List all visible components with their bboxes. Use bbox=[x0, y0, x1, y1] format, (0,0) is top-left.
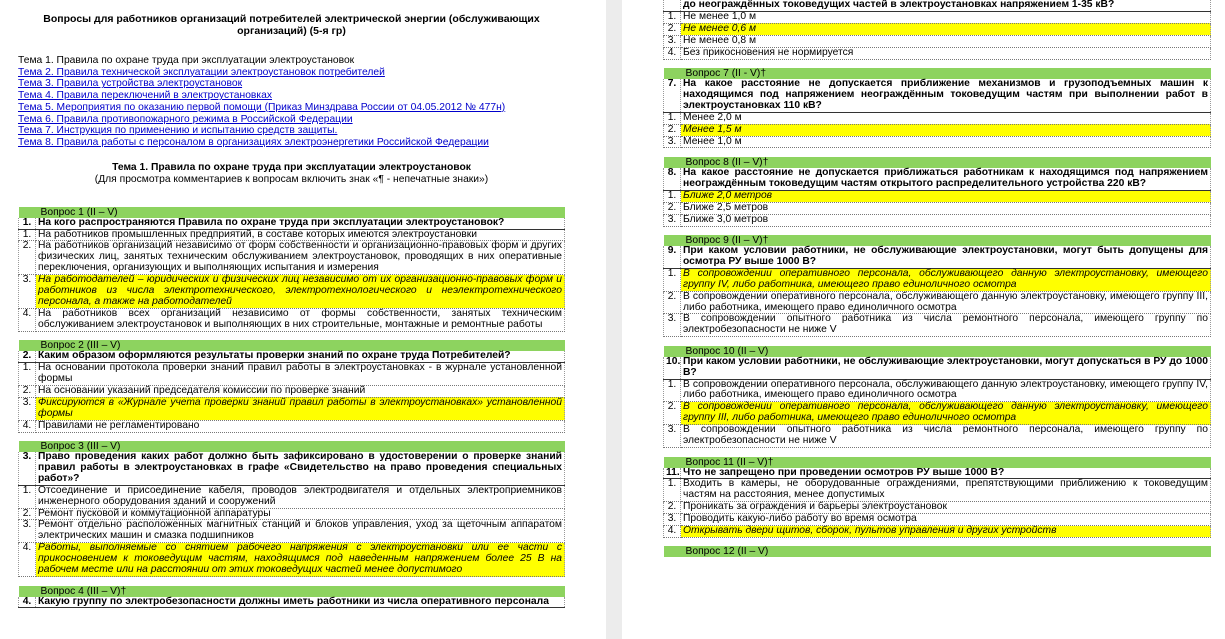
answer-row bbox=[664, 479, 1211, 502]
answer-row bbox=[664, 514, 1211, 526]
question-number: 1. bbox=[19, 218, 36, 229]
answer-text: Отсоединение и присоединение кабеля, проводов электродвигателя и отдельных электроприемников инженерного оборудования зданий и сооружений bbox=[36, 485, 565, 508]
correct-answer-text: Работы, выполняемые со снятием рабочего напряжения с электроустановки или ее части с прикосновением к токоведущим частям, находящимся под наведенным напряжением более 25 В на рабочем месте или на расстоянии от этих токоведущих частей менее допустимого bbox=[36, 543, 565, 577]
answer-row bbox=[664, 314, 1211, 337]
question-number: 9. bbox=[664, 246, 681, 268]
question-number: 7. bbox=[664, 79, 681, 112]
correct-answer-text: В сопровождении оперативного персонала, обслуживающего данную электроустановку, имеющего группу IV, либо работника, имеющего право единоличного осмотра bbox=[681, 268, 1211, 291]
answer-row bbox=[19, 241, 565, 275]
answer-row bbox=[19, 363, 565, 386]
answer-text: Ремонт пусковой и коммутационной аппаратуры bbox=[36, 508, 565, 520]
question-header bbox=[664, 457, 1211, 468]
spacer-row bbox=[664, 537, 1211, 546]
correct-answer-text: В сопровождении оперативного персонала, обслуживающего данную электроустановку, имеющего группу III, либо работника, имеющего право единоличного осмотра bbox=[681, 402, 1211, 425]
answer-row bbox=[664, 11, 1211, 23]
answer-row bbox=[664, 268, 1211, 291]
section-title: Тема 1. Правила по охране труда при эксплуатации электроустановок bbox=[112, 161, 471, 173]
question-row bbox=[19, 218, 565, 229]
answer-text: В сопровождении оперативного персонала, обслуживающего данную электроустановку, имеющего группу IV, либо работника, имеющего право единоличного осмотра bbox=[681, 379, 1211, 402]
spacer-row bbox=[664, 448, 1211, 457]
correct-answer-text: Менее 1,5 м bbox=[681, 124, 1211, 136]
question-text: На кого распространяются Правила по охране труда при эксплуатации электроустановок? bbox=[36, 218, 565, 229]
question-number: 2. bbox=[19, 351, 36, 362]
answer-text: Без прикосновения не нормируется bbox=[681, 47, 1211, 59]
answer-number: 1. bbox=[664, 11, 681, 23]
answer-number: 2. bbox=[664, 402, 681, 425]
answer-number: 1. bbox=[664, 268, 681, 291]
answer-row bbox=[664, 136, 1211, 148]
question-header-label: Вопрос 12 (II – V) bbox=[664, 546, 1211, 557]
correct-answer-text: Фиксируются в «Журнале учета проверки знаний правил работы в электроустановках» установленной формы bbox=[36, 397, 565, 420]
question-row bbox=[664, 79, 1211, 112]
questions-table-right bbox=[663, 0, 1211, 557]
question-number: 8. bbox=[664, 168, 681, 190]
answer-row bbox=[19, 308, 565, 331]
answer-text: Ближе 2,5 метров bbox=[681, 202, 1211, 214]
question-text: Каким образом оформляются результаты проверки знаний по охране труда Потребителей? bbox=[36, 351, 565, 362]
answer-text: Проникать за ограждения и барьеры электроустановок bbox=[681, 502, 1211, 514]
answer-number: 3. bbox=[19, 275, 36, 309]
questions-table-left bbox=[18, 198, 565, 609]
answer-text: Правилами не регламентировано bbox=[36, 420, 565, 432]
answer-row bbox=[19, 485, 565, 508]
answer-number: 2. bbox=[664, 124, 681, 136]
document-page-left bbox=[0, 0, 606, 639]
question-header-label: Вопрос 9 (II – V)† bbox=[664, 235, 1211, 246]
question-header-label: Вопрос 4 (III – V)† bbox=[19, 586, 565, 597]
answer-number: 2. bbox=[19, 241, 36, 275]
toc-link[interactable]: Тема 5. Мероприятия по оказанию первой помощи (Приказ Минздрава России от 04.05.2012 № 477н) bbox=[18, 101, 506, 113]
question-text: При каком условии работники, не обслуживающие электроустановки, могут быть допущены для осмотра РУ выше 1000 В? bbox=[681, 246, 1211, 268]
question-header-label: Вопрос 1 (II – V) bbox=[19, 207, 565, 218]
answer-number: 3. bbox=[664, 136, 681, 148]
section-note: (Для просмотра комментариев к вопросам включить знак «¶ - непечатные знаки») bbox=[94, 173, 489, 185]
toc-link[interactable]: Тема 2. Правила технической эксплуатации электроустановок потребителей bbox=[18, 66, 385, 78]
answer-number: 3. bbox=[664, 214, 681, 226]
toc-link[interactable]: Тема 8. Правила работы с персоналом в организациях электроэнергетики Российской Федерации bbox=[18, 136, 489, 148]
question-text: Право проведения каких работ должно быть зафиксировано в удостоверении о проверке знаний правил работы в электроустановках в графе «Свидетельство на право проведения специальных работ»? bbox=[36, 452, 565, 485]
answer-text: На работников всех организаций независимо от формы собственности, занятых техническим обслуживанием электроустановок и выполняющих в них строительные, монтажные и ремонтные работы bbox=[36, 308, 565, 331]
toc-links bbox=[18, 67, 565, 149]
answer-text: Не менее 1,0 м bbox=[681, 11, 1211, 23]
question-row bbox=[664, 246, 1211, 268]
correct-answer-text: Не менее 0,6 м bbox=[681, 23, 1211, 35]
answer-row bbox=[664, 291, 1211, 314]
answer-number: 2. bbox=[19, 508, 36, 520]
answer-row bbox=[664, 202, 1211, 214]
answer-text: На основании указаний председателя комиссии по проверке знаний bbox=[36, 385, 565, 397]
question-row bbox=[19, 597, 565, 608]
answer-number: 4. bbox=[19, 308, 36, 331]
question-row bbox=[19, 452, 565, 485]
answer-text: Не менее 0,8 м bbox=[681, 35, 1211, 47]
question-header-label: Вопрос 10 (II – V) bbox=[664, 346, 1211, 357]
question-number: 3. bbox=[19, 452, 36, 485]
answer-row bbox=[19, 520, 565, 543]
answer-text: Менее 2,0 м bbox=[681, 112, 1211, 124]
question-number: 11. bbox=[664, 468, 681, 479]
correct-answer-text: На работодателей – юридических и физических лиц независимо от их организационно-правовых форм и работников из числа электротехнического, электротехнологического и неэлектротехнического персонала, а также на работодателей bbox=[36, 275, 565, 309]
answer-row bbox=[664, 214, 1211, 226]
question-text: Какую группу по электробезопасности должны иметь работники из числа оперативного персонала bbox=[36, 597, 565, 608]
answer-number: 2. bbox=[664, 502, 681, 514]
question-header bbox=[664, 546, 1211, 557]
spacer-row bbox=[664, 337, 1211, 346]
answer-text: В сопровождении опытного работника из числа ремонтного персонала, имеющего группу по электробезопасности не ниже V bbox=[681, 425, 1211, 448]
answer-row bbox=[664, 124, 1211, 136]
question-text: На какое расстояние не допускается приближаться работникам к находящимся под напряжением неограждённым токоведущим частям открытого распределительного устройства 220 кВ? bbox=[681, 168, 1211, 190]
question-continuation-row bbox=[664, 0, 1211, 11]
toc-link[interactable]: Тема 4. Правила переключений в электроустановках bbox=[18, 90, 273, 102]
answer-text: Проводить какую-либо работу во время осмотра bbox=[681, 514, 1211, 526]
answer-row bbox=[664, 35, 1211, 47]
answer-row bbox=[19, 385, 565, 397]
question-row bbox=[664, 357, 1211, 379]
question-number: 10. bbox=[664, 357, 681, 379]
answer-row bbox=[664, 23, 1211, 35]
answer-row bbox=[19, 275, 565, 309]
answer-row bbox=[19, 543, 565, 577]
answer-text: На основании протокола проверки знаний правил работы в электроустановках - в журнале установленной формы bbox=[36, 363, 565, 386]
answer-number: 4. bbox=[664, 47, 681, 59]
answer-row bbox=[19, 397, 565, 420]
answer-number: 3. bbox=[19, 397, 36, 420]
question-text: до неограждённых токоведущих частей в электроустановках напряжением 1-35 кВ? bbox=[681, 0, 1211, 11]
toc-current-item: Тема 1. Правила по охране труда при эксплуатации электроустановок bbox=[18, 55, 355, 66]
answer-row bbox=[664, 112, 1211, 124]
answer-number: 3. bbox=[664, 425, 681, 448]
spacer-row bbox=[19, 331, 565, 340]
answer-number: 1. bbox=[19, 229, 36, 241]
spacer-row bbox=[19, 432, 565, 441]
answer-number: 3. bbox=[664, 314, 681, 337]
answer-number: 1. bbox=[664, 479, 681, 502]
answer-number: 4. bbox=[664, 526, 681, 538]
spacer-row bbox=[19, 577, 565, 586]
answer-number: 3. bbox=[664, 35, 681, 47]
answer-text: В сопровождении опытного работника из числа ремонтного персонала, имеющего группу по электробезопасности не ниже V bbox=[681, 314, 1211, 337]
answer-number: 4. bbox=[19, 543, 36, 577]
toc-link[interactable]: Тема 3. Правила устройства электроустановок bbox=[18, 78, 243, 90]
answer-row bbox=[664, 190, 1211, 202]
question-header-label: Вопрос 7 (II - V)† bbox=[664, 68, 1211, 79]
question-text: Что не запрещено при проведении осмотров РУ выше 1000 В? bbox=[681, 468, 1211, 479]
answer-text: На работников организаций независимо от форм собственности и организационно-правовых форм и других физических лиц, занятых техническим обслуживанием электроустановок, проводящих в них оперативные переключения, организующих и выполняющих испытания и измерения bbox=[36, 241, 565, 275]
document-title: Вопросы для работников организаций потребителей электрической энергии (обслуживающих организаций) (5-я гр) bbox=[43, 13, 540, 37]
question-row bbox=[19, 351, 565, 362]
question-number bbox=[664, 0, 681, 11]
answer-text: Входить в камеры, не оборудованные ограждениями, препятствующими приближению к токоведущим частям на расстояния, менее допустимых bbox=[681, 479, 1211, 502]
question-header-label: Вопрос 2 (III – V) bbox=[19, 340, 565, 351]
question-header bbox=[19, 207, 565, 218]
answer-row bbox=[664, 402, 1211, 425]
toc-link[interactable]: Тема 6. Правила противопожарного режима в Российской Федерации bbox=[18, 113, 353, 125]
answer-text: Ремонт отдельно расположенных магнитных станций и блоков управления, уход за щеточным аппаратом электрических машин и смазка подшипников bbox=[36, 520, 565, 543]
question-header-label: Вопрос 8 (II – V)† bbox=[664, 157, 1211, 168]
answer-row bbox=[664, 425, 1211, 448]
spacer-row bbox=[664, 226, 1211, 235]
question-text: При каком условии работники, не обслуживающие электроустановки, могут допускаться в РУ до 1000 В? bbox=[681, 357, 1211, 379]
answer-row bbox=[664, 379, 1211, 402]
answer-number: 2. bbox=[664, 23, 681, 35]
question-text: На какое расстояние не допускается приближение механизмов и грузоподъемных машин к находящимся под напряжением неограждённым токоведущим частям при выполнении работ в электроустановках 110 кВ? bbox=[681, 79, 1211, 112]
answer-number: 3. bbox=[664, 514, 681, 526]
answer-row bbox=[664, 502, 1211, 514]
spacer-row bbox=[664, 59, 1211, 68]
answer-text: В сопровождении оперативного персонала, обслуживающего данную электроустановку, имеющего группу III, либо работника, имеющего право единоличного осмотра bbox=[681, 291, 1211, 314]
answer-number: 3. bbox=[19, 520, 36, 543]
answer-text: Ближе 3,0 метров bbox=[681, 214, 1211, 226]
question-header-label: Вопрос 11 (II – V)† bbox=[664, 457, 1211, 468]
question-header-label: Вопрос 3 (III – V) bbox=[19, 441, 565, 452]
answer-number: 2. bbox=[664, 291, 681, 314]
answer-row bbox=[19, 420, 565, 432]
answer-number: 1. bbox=[664, 112, 681, 124]
answer-number: 2. bbox=[664, 202, 681, 214]
answer-number: 1. bbox=[19, 363, 36, 386]
spacer-row bbox=[664, 148, 1211, 157]
answer-row bbox=[664, 47, 1211, 59]
answer-number: 2. bbox=[19, 385, 36, 397]
table-of-contents bbox=[18, 55, 565, 149]
answer-number: 4. bbox=[19, 420, 36, 432]
correct-answer-text: Открывать двери щитов, сборок, пультов управления и других устройств bbox=[681, 526, 1211, 538]
toc-link[interactable]: Тема 7. Инструкция по применению и испытанию средств защиты. bbox=[18, 125, 338, 137]
question-header bbox=[19, 586, 565, 597]
answer-number: 1. bbox=[19, 485, 36, 508]
question-row bbox=[664, 168, 1211, 190]
answer-text: На работников промышленных предприятий, в составе которых имеются электроустановки bbox=[36, 229, 565, 241]
question-number: 4. bbox=[19, 597, 36, 608]
answer-number: 1. bbox=[664, 379, 681, 402]
document-page-right bbox=[622, 0, 1225, 639]
answer-text: Менее 1,0 м bbox=[681, 136, 1211, 148]
spacer-row bbox=[19, 198, 565, 207]
answer-row bbox=[664, 526, 1211, 538]
correct-answer-text: Ближе 2,0 метров bbox=[681, 190, 1211, 202]
answer-number: 1. bbox=[664, 190, 681, 202]
